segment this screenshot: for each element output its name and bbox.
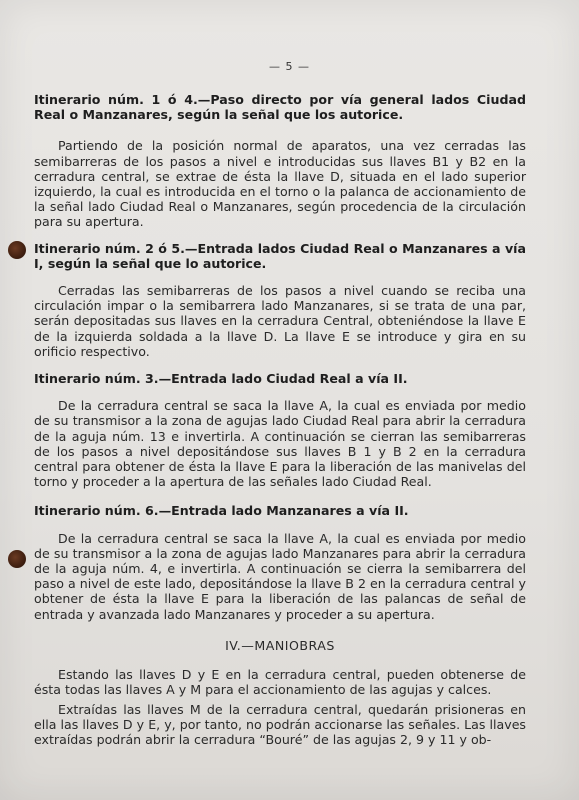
itinerary-6-heading: Itinerario núm. 6.—Entrada lado Manzanares a vía II.	[34, 503, 409, 519]
page-number: — 5 —	[269, 60, 310, 73]
punch-hole-bottom	[8, 550, 26, 568]
maniobras-paragraph-1: Estando las llaves D y E en la cerradura central, pueden obtenerse de ésta todas las llaves A y M para el accionamiento de las agujas y calces.	[34, 667, 526, 698]
itinerary-1-4-heading: Itinerario núm. 1 ó 4.—Paso directo por vía general lados Ciudad Real o Manzanares, según la señal que los autorice.	[34, 92, 526, 123]
document-body	[34, 92, 526, 747]
itinerary-6-text: De la cerradura central se saca la llave A, la cual es enviada por medio de su transmisor a la zona de agujas lado Manzanares para abrir la cerradura de la aguja núm. 4, e invertirla. A continuación se cierra la semibarrera del paso a nivel de este lado, depositándose la llave B 2 en la cerradura central y obtener de ésta la llave E para la liberación de las palancas de señal de entrada y avanzada lado Manzanares y proceder a su apertura.	[34, 530, 526, 622]
itinerary-2-5-heading: Itinerario núm. 2 ó 5.—Entrada lados Ciudad Real o Manzanares a vía I, según la señal que lo autorice.	[34, 240, 526, 271]
maniobras-paragraph-2: Extraídas las llaves M de la cerradura central, quedarán prisioneras en ella las llaves D y E, y, por tanto, no podrán accionarse las señales. Las llaves extraídas podrán abrir la cerradura “Bouré” de las agujas 2, 9 y 11 y ob-	[34, 701, 526, 747]
itinerary-3-heading: Itinerario núm. 3.—Entrada lado Ciudad Real a vía II.	[34, 371, 408, 387]
section-title-maniobras: IV.—MANIOBRAS	[225, 637, 335, 653]
itinerary-1-4-text: Partiendo de la posición normal de aparatos, una vez cerradas las semibarreras de los pasos a nivel e introducidas sus llaves B1 y B2 en la cerradura central, se extrae de ésta la llave D, situada en el lado superior izquierdo, la cual es introducida en el torno o la palanca de accionamiento de la señal lado Ciudad Real o Manzanares, según procedencia de la circulación para su apertura.	[34, 138, 526, 230]
itinerary-2-5-text: Cerradas las semibarreras de los pasos a nivel cuando se reciba una circulación impar o la semibarrera lado Manzanares, si se trata de una par, serán depositadas sus llaves en la cerradura Central, obteniéndose la llave E de la izquierda soldada a la llave D. La llave E se introduce y gira en su orificio respectivo.	[34, 283, 526, 359]
itinerary-3-text: De la cerradura central se saca la llave A, la cual es enviada por medio de su transmisor a la zona de agujas lado Ciudad Real para abrir la cerradura de la aguja núm. 13 e invertirla. A continuación se cierran las semibarreras de los pasos a nivel depositándose sus llaves B 1 y B 2 en la cerradura central para obtener de ésta la llave E para la liberación de las manivelas del torno y proceder a la apertura de las señales lado Ciudad Real.	[34, 398, 526, 490]
punch-hole-top	[8, 241, 26, 259]
